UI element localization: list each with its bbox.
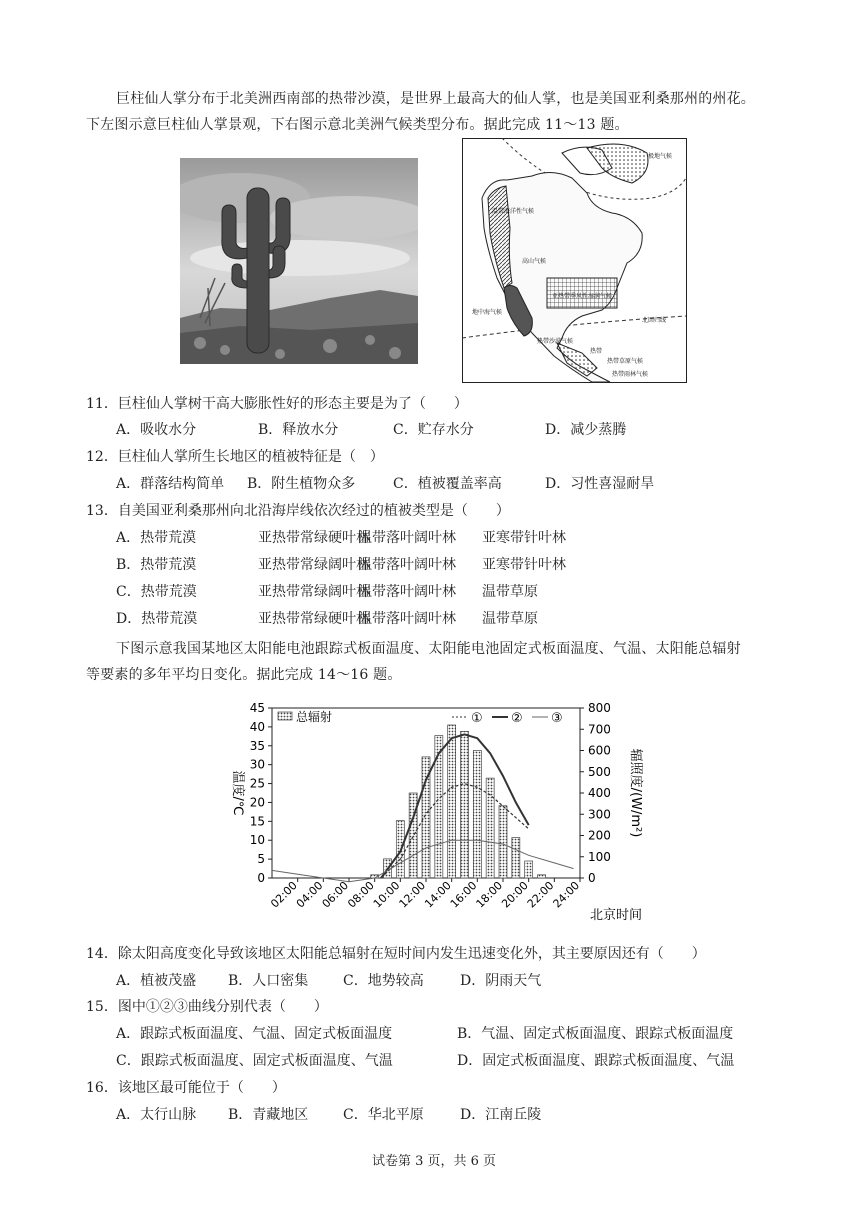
x-tick-label: 24:00 <box>550 878 583 911</box>
intro1-line2: 下左图示意巨柱仙人掌景观，下右图示意北美洲气候类型分布。据此完成 11～13 题。 <box>86 117 629 133</box>
legend-bar-swatch <box>278 712 292 720</box>
x-tick-label: 20:00 <box>499 878 531 911</box>
x-tick-label: 18:00 <box>473 878 506 911</box>
q13-option-b-part-3: 温带落叶阔叶林 <box>358 557 456 573</box>
y-left-tick-label: 25 <box>249 776 265 791</box>
map-label-mountain: 高山气候 <box>522 258 547 265</box>
q13-option-d-part-4: 温带草原 <box>482 611 538 627</box>
q15-option-d[interactable]: D．固定式板面温度、跟踪式板面温度、气温 <box>457 1053 735 1069</box>
y-left-tick-label: 40 <box>249 719 265 734</box>
x-tick-label: 22:00 <box>524 878 557 911</box>
q13-option-c-part-3: 温带落叶阔叶林 <box>358 584 456 600</box>
x-tick-label: 08:00 <box>345 878 377 911</box>
y-left-tick-label: 20 <box>249 795 265 810</box>
radiation-bar <box>448 725 456 878</box>
q13-option-a-part-2: 亚热带常绿硬叶林 <box>258 530 370 546</box>
radiation-bar <box>486 778 494 878</box>
map-label-rain: 热带雨林气候 <box>612 371 649 378</box>
y-left-axis-label: 温度/℃ <box>230 770 245 816</box>
q13-option-d-part-1[interactable]: D．热带荒漠 <box>116 611 198 627</box>
q11-option-a[interactable]: A．吸收水分 <box>116 422 197 438</box>
y-left-tick-label: 15 <box>249 814 265 829</box>
intro2-line2: 等要素的多年平均日变化。据此完成 14～16 题。 <box>86 667 402 683</box>
q13-option-d-part-2: 亚热带常绿硬叶林 <box>258 611 370 627</box>
y-right-tick-label: 400 <box>588 786 611 800</box>
legend-s1-label: ① <box>471 711 483 726</box>
x-tick-label: 10:00 <box>370 878 403 911</box>
q16-option-b[interactable]: B．青藏地区 <box>228 1107 309 1123</box>
map-label-savanna: 热带草原气候 <box>607 358 644 365</box>
y-right-tick-label: 300 <box>588 807 611 822</box>
radiation-bar <box>473 751 481 879</box>
q14-option-b[interactable]: B．人口密集 <box>228 973 309 989</box>
legend-s2-label: ② <box>511 711 523 726</box>
y-left-tick-label: 10 <box>249 833 265 848</box>
q12-option-a[interactable]: A．群落结构简单 <box>116 476 225 492</box>
map-label-temperate-marine: 温带海洋性气候 <box>492 208 535 215</box>
y-right-tick-label: 700 <box>588 722 611 737</box>
radiation-bar <box>538 875 546 878</box>
q13-stem: 13．自美国亚利桑那州向北沿海岸线依次经过的植被类型是（ ） <box>86 503 510 519</box>
q13-option-c-part-4: 温带草原 <box>482 584 538 600</box>
y-right-tick-label: 600 <box>588 743 611 758</box>
x-tick-label: 02:00 <box>268 878 300 911</box>
q13-option-a-part-4: 亚寒带针叶林 <box>482 530 566 546</box>
q12-option-c[interactable]: C．植被覆盖率高 <box>393 476 502 492</box>
y-left-tick-label: 45 <box>249 701 265 715</box>
x-tick-label: 04:00 <box>293 878 326 911</box>
x-axis-label: 北京时间 <box>590 908 643 923</box>
map-label-tropical: 热带 <box>590 348 603 355</box>
q13-option-d-part-3: 温带落叶阔叶林 <box>358 611 456 627</box>
q13-option-c-part-1[interactable]: C．热带荒漠 <box>116 584 197 600</box>
q13-option-a-part-1[interactable]: A．热带荒漠 <box>116 530 197 546</box>
y-right-tick-label: 200 <box>588 828 611 843</box>
q13-option-b-part-4: 亚寒带针叶林 <box>482 557 566 573</box>
q16-option-d[interactable]: D．江南丘陵 <box>460 1107 542 1123</box>
q11-stem: 11．巨柱仙人掌树干高大膨胀性好的形态主要是为了（ ） <box>86 396 468 412</box>
map-label-arctic: 极地气候 <box>648 153 673 160</box>
q14-stem: 14．除太阳高度变化导致该地区太阳能总辐射在短时间内发生迅速变化外，其主要原因还有（ ） <box>86 946 706 962</box>
q15-option-b[interactable]: B．气温、固定式板面温度、跟踪式板面温度 <box>457 1026 734 1042</box>
q13-option-b-part-2: 亚热带常绿阔叶林 <box>258 557 370 573</box>
y-right-tick-label: 0 <box>588 871 596 885</box>
q11-option-d[interactable]: D．减少蒸腾 <box>545 422 627 438</box>
q16-stem: 16．该地区最可能位于（ ） <box>86 1080 286 1096</box>
y-left-tick-label: 5 <box>257 852 265 867</box>
q15-option-a[interactable]: A．跟踪式板面温度、气温、固定式板面温度 <box>116 1026 393 1042</box>
q16-option-a[interactable]: A．太行山脉 <box>116 1107 197 1123</box>
q11-option-c[interactable]: C．贮存水分 <box>393 422 474 438</box>
radiation-bar <box>409 793 417 878</box>
y-right-tick-label: 800 <box>588 701 611 715</box>
map-label-continental: 亚热带季风性湿润气候 <box>552 293 613 300</box>
q15-stem: 15．图中①②③曲线分别代表（ ） <box>86 999 328 1015</box>
y-left-tick-label: 35 <box>249 738 265 753</box>
intro1-line1: 巨柱仙人掌分布于北美洲西南部的热带沙漠，是世界上最高大的仙人掌，也是美国亚利桑那州的州花。 <box>116 91 755 107</box>
y-left-tick-label: 0 <box>257 871 265 885</box>
x-tick-label: 14:00 <box>422 878 454 911</box>
radiation-bar <box>512 838 520 878</box>
solar-temperature-chart <box>220 700 650 932</box>
y-right-axis-label: 辐照度/(W/m²) <box>628 748 643 838</box>
legend-bar-label: 总辐射 <box>296 710 333 724</box>
x-tick-label: 06:00 <box>319 878 352 911</box>
page-footer: 试卷第 3 页，共 6 页 <box>371 1154 497 1169</box>
cactus-photo <box>180 158 418 364</box>
q13-option-c-part-2: 亚热带常绿阔叶林 <box>258 584 370 600</box>
q15-option-c[interactable]: C．跟踪式板面温度、固定式板面温度、气温 <box>116 1053 393 1069</box>
map-label-desert: 热带沙漠气候 <box>537 338 574 345</box>
x-tick-label: 16:00 <box>447 878 480 911</box>
q13-option-b-part-1[interactable]: B．热带荒漠 <box>116 557 197 573</box>
y-left-tick-label: 30 <box>249 757 265 772</box>
q11-option-b[interactable]: B．释放水分 <box>258 422 339 438</box>
q14-option-a[interactable]: A．植被茂盛 <box>116 973 197 989</box>
q14-option-d[interactable]: D．阴雨天气 <box>460 973 542 989</box>
x-tick-label: 12:00 <box>396 878 429 911</box>
map-label-mediterranean: 地中海气候 <box>472 309 503 316</box>
q16-option-c[interactable]: C．华北平原 <box>343 1107 424 1123</box>
y-right-tick-label: 100 <box>588 849 611 864</box>
y-right-tick-label: 500 <box>588 764 611 779</box>
q12-option-b[interactable]: B．附生植物众多 <box>247 476 356 492</box>
legend-s3-label: ③ <box>551 711 563 726</box>
map-label-tropic: 北回归线 <box>642 317 667 324</box>
q14-option-c[interactable]: C．地势较高 <box>343 973 424 989</box>
q13-option-a-part-3: 温带落叶阔叶林 <box>358 530 456 546</box>
north-america-climate-map <box>462 138 687 383</box>
radiation-bar <box>499 806 507 878</box>
q12-option-d[interactable]: D．习性喜湿耐旱 <box>545 476 655 492</box>
intro2-line1: 下图示意我国某地区太阳能电池跟踪式板面温度、太阳能电池固定式板面温度、气温、太阳能总辐射 <box>116 641 741 657</box>
q12-stem: 12．巨柱仙人掌所生长地区的植被特征是（ ） <box>86 449 384 465</box>
radiation-bar <box>461 731 469 878</box>
radiation-bar <box>525 861 533 878</box>
